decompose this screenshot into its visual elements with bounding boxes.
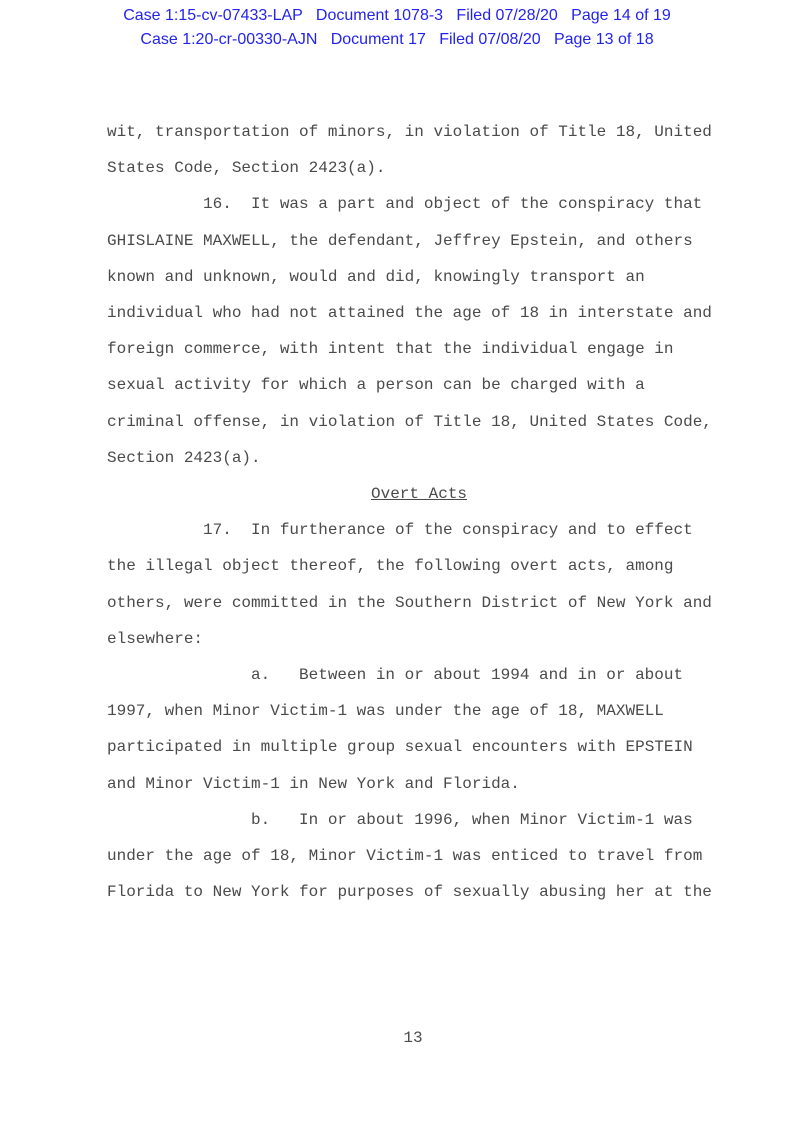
text-line: elsewhere:	[107, 629, 204, 648]
section-heading: Overt Acts	[371, 485, 468, 503]
text-line: sexual activity for which a person can be charged with a	[107, 376, 645, 395]
text-line: States Code, Section 2423(a).	[107, 159, 386, 178]
text-line: and Minor Victim-1 in New York and Florida.	[107, 774, 520, 793]
text-line: known and unknown, would and did, knowingly transport an	[107, 267, 645, 286]
filing-stamp-top: Case 1:15-cv-07433-LAP Document 1078-3 Filed 07/28/20 Page 14 of 19	[123, 7, 671, 24]
text-line: individual who had not attained the age of 18 in interstate and	[107, 304, 712, 322]
text-line: Section 2423(a).	[107, 448, 261, 467]
text-line: criminal offense, in violation of Title 18, United States Code,	[107, 412, 712, 431]
text-line: GHISLAINE MAXWELL, the defendant, Jeffrey Epstein, and others	[107, 231, 693, 250]
text-line: under the age of 18, Minor Victim-1 was enticed to travel from	[107, 847, 703, 865]
text-line: b. In or about 1996, when Minor Victim-1 was	[251, 810, 693, 829]
text-line: 1997, when Minor Victim-1 was under the age of 18, MAXWELL	[107, 702, 664, 721]
text-line: participated in multiple group sexual encounters with EPSTEIN	[107, 738, 693, 757]
text-line: the illegal object thereof, the following overt acts, among	[107, 557, 674, 576]
text-line: foreign commerce, with intent that the individual engage in	[107, 340, 674, 359]
text-line: Florida to New York for purposes of sexually abusing her at the	[107, 883, 712, 902]
text-line: others, were committed in the Southern District of New York and	[107, 593, 712, 612]
text-line: a. Between in or about 1994 and in or about	[251, 666, 684, 684]
text-line: 17. In furtherance of the conspiracy and to effect	[203, 521, 693, 540]
page-number: 13	[403, 1029, 423, 1047]
filing-stamp-underlying: Case 1:20-cr-00330-AJN Document 17 Filed 07/08/20 Page 13 of 18	[140, 31, 654, 48]
text-line: wit, transportation of minors, in violation of Title 18, United	[107, 123, 712, 141]
text-line: 16. It was a part and object of the conspiracy that	[203, 195, 703, 214]
